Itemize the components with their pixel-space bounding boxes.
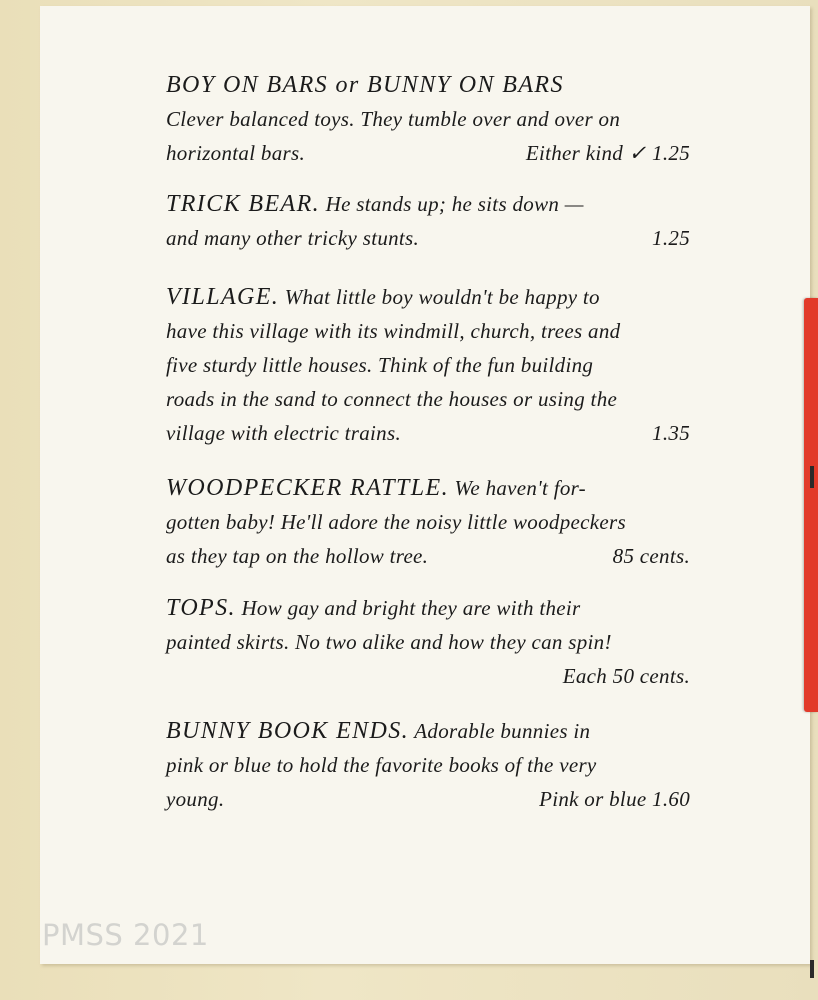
entry-line: Clever balanced toys. They tumble over and over on	[166, 107, 621, 131]
catalog-entry	[166, 280, 690, 450]
entry-title: WOODPECKER RATTLE.	[166, 475, 449, 501]
entry-text: horizontal bars.	[166, 141, 305, 165]
entry-text: and many other tricky stunts.	[166, 226, 420, 250]
entry-line: five sturdy little houses. Think of the fun building	[166, 353, 594, 377]
entry-text: as they tap on the hollow tree.	[166, 544, 429, 568]
entry-text: young.	[166, 787, 225, 811]
entry-last-line	[166, 221, 690, 255]
entry-text: Adorable bunnies in	[414, 719, 591, 743]
entry-title: BUNNY BOOK ENDS.	[166, 718, 410, 744]
entry-first-line	[166, 187, 690, 221]
entry-price: Pink or blue 1.60	[539, 787, 690, 811]
entry-text: He stands up; he sits down —	[325, 192, 584, 216]
toy-catalog-text	[166, 68, 690, 816]
catalog-entry	[166, 68, 690, 170]
entry-text: village with electric trains.	[166, 421, 401, 445]
entry-title: VILLAGE.	[166, 284, 280, 310]
catalog-entry	[166, 591, 690, 693]
entry-first-line	[166, 280, 690, 314]
red-binding-tab	[804, 298, 818, 712]
entry-title: TOPS.	[166, 595, 236, 621]
entry-line: roads in the sand to connect the houses or using the	[166, 387, 618, 411]
entry-price: Either kind ✓ 1.25	[525, 141, 690, 165]
entry-last-line	[166, 782, 690, 816]
entry-last-line	[166, 136, 690, 170]
catalog-entry	[166, 471, 690, 573]
entry-price: 85 cents.	[612, 544, 690, 568]
binding-mark	[810, 960, 814, 978]
entry-first-line	[166, 714, 690, 748]
entry-text: What little boy wouldn't be happy to	[284, 285, 600, 309]
entry-title: TRICK BEAR.	[166, 191, 321, 217]
entry-price: Each 50 cents.	[562, 664, 690, 688]
entry-line: painted skirts. No two alike and how they can spin!	[166, 630, 612, 654]
entry-line: gotten baby! He'll adore the noisy little woodpeckers	[166, 510, 626, 534]
entry-line: have this village with its windmill, church, trees and	[166, 319, 621, 343]
binding-mark	[810, 466, 814, 488]
watermark: PMSS 2021	[42, 918, 209, 952]
entry-price: 1.35	[652, 421, 690, 445]
entry-title: BOY ON BARS or BUNNY ON BARS	[166, 72, 564, 98]
catalog-entry	[166, 714, 690, 816]
entry-price: 1.25	[652, 226, 690, 250]
entry-first-line	[166, 591, 690, 625]
catalog-entry	[166, 187, 690, 255]
entry-last-line	[166, 539, 690, 573]
entry-first-line	[166, 471, 690, 505]
entry-last-line	[166, 416, 690, 450]
entry-text: We haven't for-	[454, 476, 586, 500]
entry-text: How gay and bright they are with their	[241, 596, 581, 620]
entry-line: pink or blue to hold the favorite books of the very	[166, 753, 597, 777]
